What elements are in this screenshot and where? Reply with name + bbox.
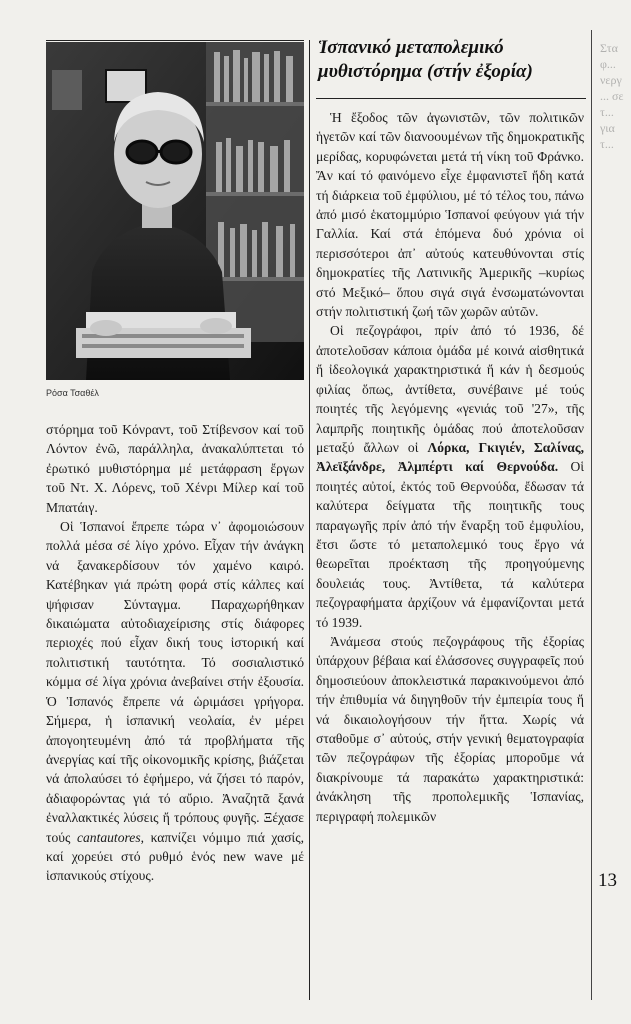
title-underline bbox=[316, 98, 586, 99]
photo-caption: Ρόσα Τσαθέλ bbox=[46, 388, 99, 398]
left-paragraph-2-end: , καπνίζει νόμιμο πιά χασίς, καί χορεύει στό ρυθμό ἑνός new wave μέ ἱσπανικούς στίχους. bbox=[46, 829, 304, 884]
bleed-through-text: Στα φ... νεργ ... σε τ... για τ... bbox=[600, 41, 624, 151]
page-number: 13 bbox=[598, 870, 617, 891]
right-paragraph-2-end: Οἱ ποιητές αὐτοί, ἐκτός τοῦ Θερνούδα, ἔδωσαν τά καλύτερα δείγματα τῆς ποιητικῆς τους παραγωγῆς πρίν ἀπό τήν ἔναρξη τοῦ ἐμφυλίου, ἔτσι ὥστε τό μεταπολεμικό τους ἔργο νά θεωρεῖται προέκταση τῆς προηγούμενης δουλειάς τους. Ἀντίθετα, τά καλύτερα πεζογραφήματα ἀρχίζουν νά ἐμφανίζονται μετά τό 1939. bbox=[316, 459, 584, 630]
right-paragraph-1: Ἡ ἔξοδος τῶν ἀγωνιστῶν, τῶν πολιτικῶν ἡγετῶν καί τῶν διανοουμένων τῆς δημοκρατικῆς μερίδας, κορυφώνεται μετά τή νίκη τοῦ Φράνκο. Ἄν καί τό φαινόμενο εἶχε ἐμφανιστεῖ ἤδη κατά τή διάρκεια τοῦ ἐμφύλιου, μέ τό τέλος του, πάνω ἀπό μισό ἑκατομμύριο Ἱσπανοί φεύγουν γιά τήν Γαλλία. Καί στά ἑπόμενα δυό χρόνια οἱ περισσότεροι ἀπ᾽ αὐτούς κατευθύνονται στίς δημοκρατίες τῆς Λατινικῆς Ἀμερικῆς –κυρίως στό Μεξικό– ὅπου σιγά σιγά ἐνσωματώνονται στήν πολιτιστική ζωή τῶν χωρῶν αὐτῶν. bbox=[316, 110, 584, 320]
column-divider bbox=[309, 40, 310, 1000]
left-column bbox=[46, 420, 304, 886]
left-paragraph-1: στόρημα τοῦ Κόνραντ, τοῦ Στίβενσον καί τοῦ Λόντον ἐνῶ, παράλληλα, ἀνακαλύπτεται τό ἐρωτικό μυθιστόρημα μέ μετάφραση ἔργων τοῦ Ντ. Χ. Λόρενς, τοῦ Χένρι Μίλερ καί τοῦ Μπατάιγ. bbox=[46, 422, 304, 515]
right-paragraph-2-text: Οἱ πεζογράφοι, πρίν ἀπό τό 1936, δέ ἀποτελοῦσαν κάποια ὁμάδα μέ κοινά αἰσθητικά ἤ ἰδεολογικά χαρακτηριστικά ἤ κάν ἡ δεσμούς φιλίας ὅπως, ἀντίθετα, συνέβαινε μέ τούς ποιητές τῆς λεγόμενης «γενιάς τοῦ '27», τῆς λαμπρῆς ποιητικῆς ὁμάδας πού ἀποτελοῦσαν μεταξύ ἄλλων οἱ bbox=[316, 323, 584, 455]
right-paragraph-3: Ἀνάμεσα στούς πεζογράφους τῆς ἐξορίας ὑπάρχουν βέβαια καί ἐλάσσονες συγγραφεῖς πού δημοσιεύουν ἀποκλειστικά παρακινούμενοι ἀπό τήν ἐπιθυμία νά διηγηθοῦν τήν ἐμπειρία τους ἤ νά δικαιολογήσουν τήν ἥττα. Χωρίς νά σταθοῦμε σ᾽ αὐτούς, στήν γενική θεματογραφία τῶν πεζογράφων τῆς ἐξορίας μποροῦμε νά διακρίνουμε τά παρακάτω χαρακτηριστικά: ἀνάκληση τῆς προπολεμικῆς Ἱσπανίας, περιγραφή πολεμικῶν bbox=[316, 633, 584, 824]
author-photo bbox=[46, 42, 304, 380]
right-paragraph-2 bbox=[316, 321, 584, 632]
right-rule bbox=[591, 30, 592, 1000]
left-paragraph-2-italic: cantautores bbox=[76, 829, 141, 845]
left-paragraph-2-text: Οἱ Ἱσπανοί ἔπρεπε τώρα ν᾽ ἀφομοιώσουν πολλά μέσα σέ λίγο χρόνο. Εἶχαν τήν ἀνάγκη νά ξανακερδίσουν τόν χαμένο καιρό. Κατέβηκαν γιά πρώτη φορά στίς κάλπες καί ψήφισαν Σύνταγμα. Παραχωρήθηκαν δικαιώματα αὐτοδιαχείρισης στίς διάφορες περιοχές πού εἶχαν δική τους ἱστορική καί πολιτιστική ταυτότητα. Τό σοσιαλιστικό κόμμα σέ λίγα χρόνια ἀνεβαίνει στήν ἐξουσία. Ὁ Ἱσπανός ἔπρεπε νά ὡριμάσει γρήγορα. Σήμερα, ἡ ἱσπανική νεολαία, ἐν μέρει ἀπογοητευμένη ἀπό τά προβλήματα τῆς ἀνεργίας καί τῆς οἰκονομικῆς κρίσης, βιάζεται νά ἀπολαύσει τό ἐφήμερο, νά ζήσει τό παρόν, ἀδιαφορώντας γιά τό αὔριο. Ἀναζητᾶ ξανά ἐναλλακτικές λύσεις ἤ τρόπους φυγῆς. Ξέχασε τούς bbox=[46, 519, 304, 845]
left-paragraph-2 bbox=[46, 517, 304, 886]
top-rule-left bbox=[46, 40, 304, 41]
author-photo-illustration bbox=[46, 42, 304, 380]
right-column bbox=[316, 108, 584, 826]
right-paragraph-2-names: Λόρκα, Γκιγιέν, Σαλίνας, Ἀλεϊξάνδρε, Ἀλμπέρτι καί Θερνούδα. bbox=[316, 439, 585, 475]
article-title: Ἱσπανικό μεταπολεμικό μυθιστόρημα (στήν ἐξορία) bbox=[318, 37, 533, 82]
